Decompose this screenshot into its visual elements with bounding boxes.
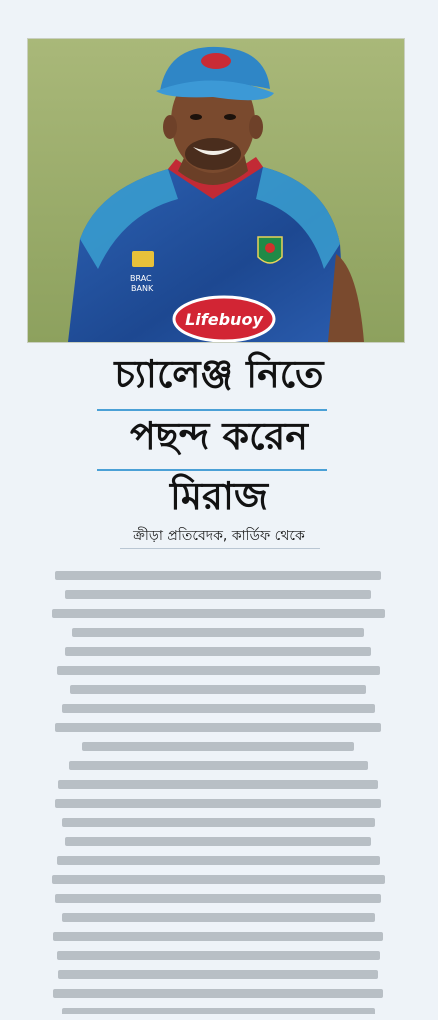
text-placeholder-bar [69,761,368,770]
article-text-line [48,813,388,832]
article-text-line [48,566,388,585]
article-text-line [48,984,388,1003]
text-placeholder-bar [57,666,380,675]
text-placeholder-bar [58,780,378,789]
byline: ক্রীড়া প্রতিবেদক, কার্ডিফ থেকে [133,528,305,544]
headline-rule-1 [97,409,327,411]
article-text-line [48,794,388,813]
headline-rule-2 [97,469,327,471]
article-text-line [48,832,388,851]
text-placeholder-bar [70,685,366,694]
article-text-line [48,604,388,623]
text-placeholder-bar [82,742,354,751]
article-text-line [48,908,388,927]
byline-rule [120,548,320,549]
headline-line-3: মিরাজ [170,474,268,518]
text-placeholder-bar [62,913,375,922]
text-placeholder-bar [52,609,385,618]
article-text-line [48,870,388,889]
text-placeholder-bar [53,932,383,941]
article-text-line [48,623,388,642]
article-text-line [48,1003,388,1014]
text-placeholder-bar [55,571,381,580]
text-placeholder-bar [57,856,380,865]
svg-text:BRAC: BRAC [130,274,152,283]
player-photo [27,38,405,343]
text-placeholder-bar [65,590,371,599]
text-placeholder-bar [62,1008,375,1014]
article-text-line [48,927,388,946]
article-text-line [48,699,388,718]
text-placeholder-bar [65,837,371,846]
article-text-line [48,718,388,737]
text-placeholder-bar [55,723,381,732]
text-placeholder-bar [53,989,383,998]
article-text-line [48,680,388,699]
text-placeholder-bar [65,647,371,656]
text-placeholder-bar [57,951,380,960]
article-text-line [48,737,388,756]
headline-line-2: পছন্দ করেন [130,414,308,458]
text-placeholder-bar [62,818,375,827]
article-text-line [48,661,388,680]
svg-text:BANK: BANK [131,284,154,293]
article-text-line [48,946,388,965]
article-text-line [48,642,388,661]
article-text-line [48,851,388,870]
article-text-line [48,585,388,604]
text-placeholder-bar [62,704,375,713]
article-text-line [48,756,388,775]
text-placeholder-bar [55,799,381,808]
text-placeholder-bar [58,970,378,979]
article-text-line [48,889,388,908]
jersey-sponsor-text: Lifebuoy [185,310,263,329]
text-placeholder-bar [55,894,381,903]
article-text-line [48,965,388,984]
text-placeholder-bar [52,875,385,884]
text-placeholder-bar [72,628,364,637]
headline-line-1: চ্যালেঞ্জ নিতে [114,352,324,396]
article-text-line [48,775,388,794]
article-body [48,566,388,1014]
